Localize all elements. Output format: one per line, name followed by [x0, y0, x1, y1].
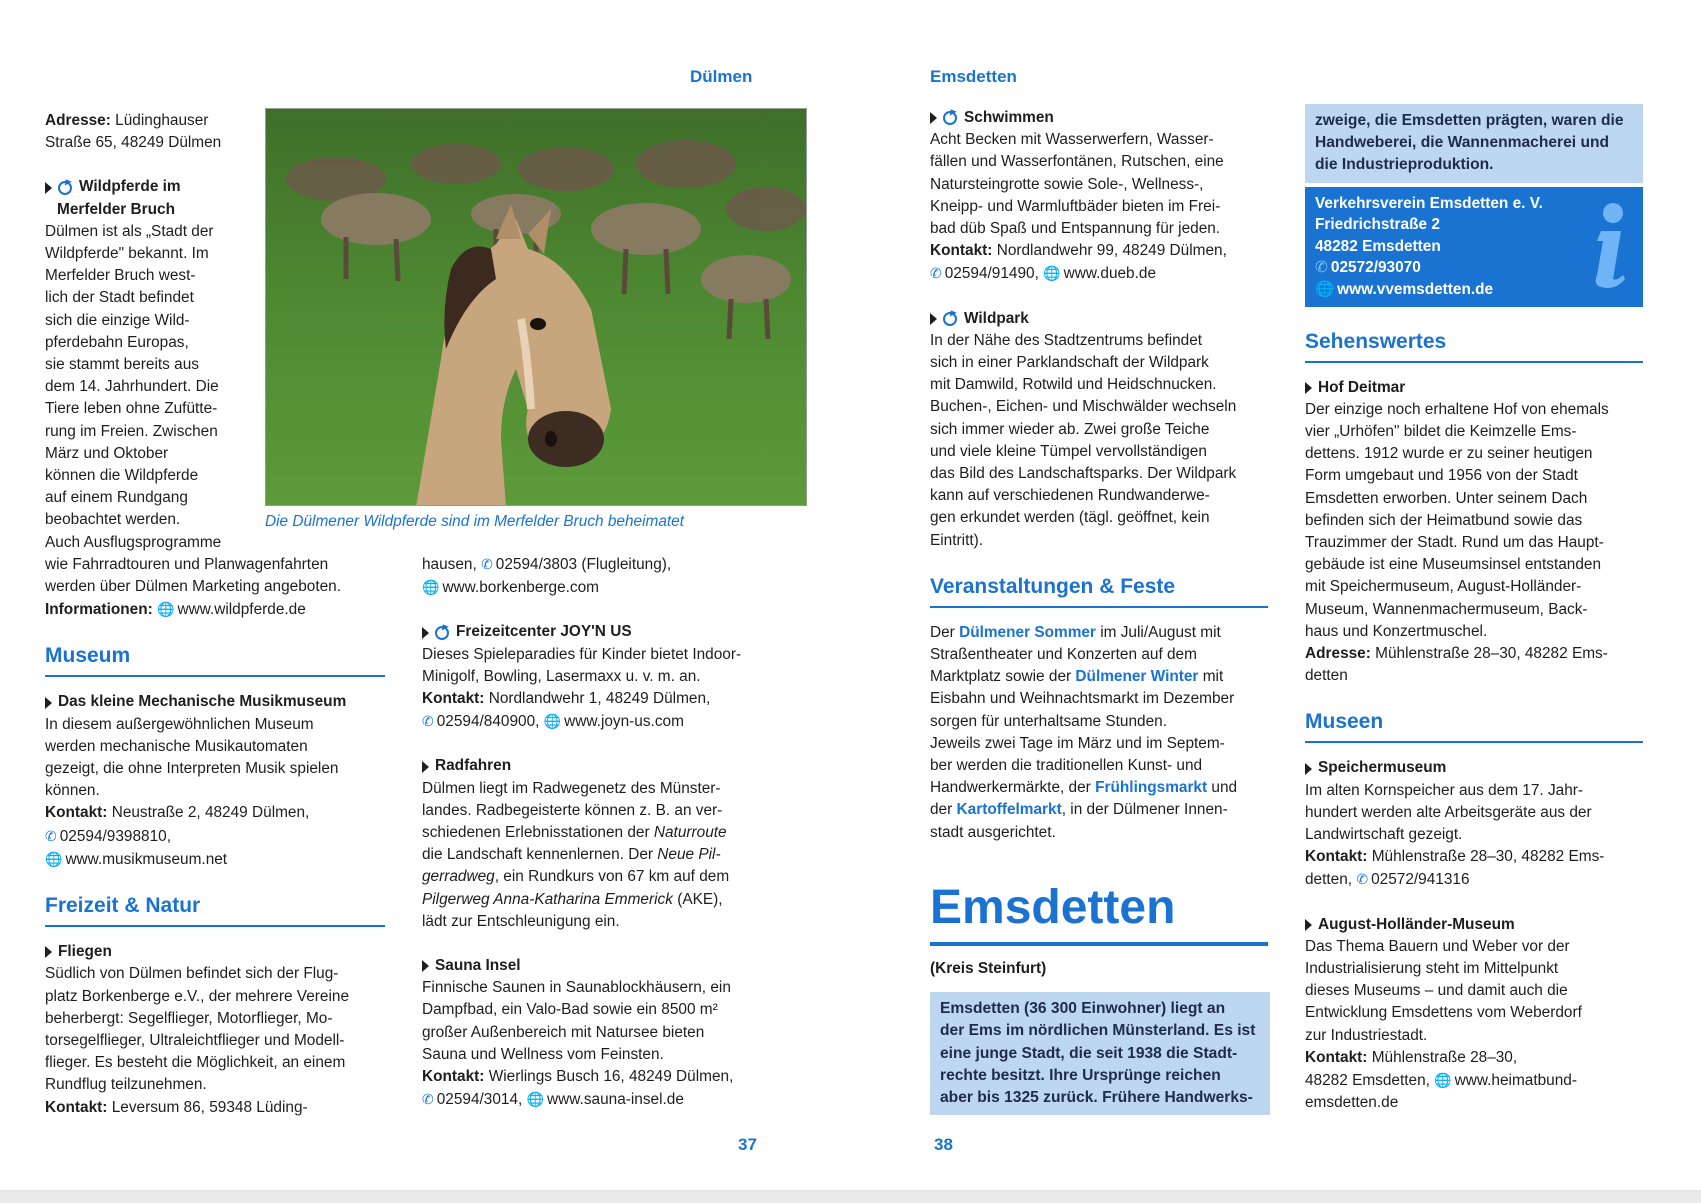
triangle-bullet-icon [1305, 382, 1312, 394]
body-line: auf einem Rundgang [45, 489, 188, 507]
body-line: lich der Stadt befindet [45, 289, 194, 307]
address-line-2: Straße 65, 48249 Dülmen [45, 134, 222, 152]
body-line: gebäude ist eine Museumsinsel entstanden [1305, 556, 1602, 574]
body-line: Entwicklung Emsdettens vom Weberdorf [1305, 1004, 1582, 1022]
body-line: Form umgebaut und 1956 von der Stadt [1305, 467, 1578, 485]
triangle-bullet-icon [422, 627, 429, 639]
body-line: wie Fahrradtouren und Planwagenfahrten [45, 555, 329, 573]
body-line: sie stammt bereits aus [45, 356, 199, 374]
body-line: Natursteingrotte sowie Sole-, Wellness-, [930, 175, 1204, 193]
body-line: werden über Dülmen Marketing angeboten. [45, 578, 342, 596]
fliegen-contact: Kontakt: Leversum 86, 59348 Lüding- [45, 1098, 308, 1116]
sauna-contact: Kontakt: Wierlings Busch 16, 48249 Dülmen, [422, 1068, 734, 1086]
page-number-left: 37 [738, 1135, 757, 1154]
body-line: Wildpferde" bekannt. Im [45, 245, 209, 263]
intro-line: die Industrieproduktion. [1315, 156, 1494, 174]
right-column-2 [1305, 104, 1643, 1115]
hollaender-url-cont[interactable]: emsdetten.de [1305, 1094, 1399, 1112]
phone-icon: ✆ [422, 1091, 434, 1108]
info-icon [1587, 201, 1627, 291]
triangle-bullet-icon [1305, 919, 1312, 931]
triangle-bullet-icon [422, 761, 429, 773]
intro-line: der Ems im nördlichen Münsterland. Es ist [940, 1022, 1256, 1040]
body-line: Emsdetten erworben. Unter seinem Dach [1305, 489, 1588, 507]
body-line: fällen und Wasserfontänen, Rutschen, eine [930, 153, 1224, 171]
body-line: Pilgerweg Anna-Katharina Emmerick (AKE), [422, 890, 723, 908]
museum-heading: Museum [45, 643, 385, 677]
wildpferde-title-2: Merfelder Bruch [57, 200, 176, 218]
speicher-phone: detten, ✆ 02572/941316 [1305, 871, 1470, 889]
freizeit-heading: Freizeit & Natur [45, 893, 385, 927]
hof-address: Adresse: Mühlenstraße 28–30, 48282 Ems- [1305, 645, 1608, 663]
page-bottom-shadow [0, 1190, 1701, 1203]
intro-line: Handweberei, die Wannenmacherei und [1315, 134, 1610, 152]
museum-url-line [45, 848, 345, 871]
museum-phone: ✆ 02594/9398810, [45, 827, 172, 845]
body-line: zur Industriestadt. [1305, 1026, 1428, 1044]
phone-icon: ✆ [1315, 259, 1328, 277]
globe-icon: 🌐 [526, 1091, 545, 1108]
hollaender-url[interactable]: www.heimatbund- [1454, 1072, 1577, 1090]
intro-line: aber bis 1325 zurück. Frühere Handwerks- [940, 1088, 1253, 1106]
globe-icon: 🌐 [1434, 1072, 1452, 1089]
body-line: sorgen für unterhaltsame Stunden. [930, 712, 1167, 730]
triangle-bullet-icon [45, 182, 52, 194]
body-line: vier „Urhöfen" bildet die Keimzelle Ems- [1305, 423, 1577, 441]
cycle-icon [58, 181, 72, 195]
speicher-contact: Kontakt: Mühlenstraße 28–30, 48282 Ems- [1305, 848, 1605, 866]
wildpferde-title: Wildpferde im [45, 176, 345, 198]
info-url-line [1315, 279, 1633, 301]
body-line: Dieses Spieleparadies für Kinder bietet Indoor- [422, 645, 742, 663]
body-line: mit Damwild, Rotwild und Heidschnucken. [930, 376, 1217, 394]
body-line: Dampfbad, ein Valo-Bad sowie ein 8500 m² [422, 1001, 718, 1019]
body-line: Das Thema Bauern und Weber vor der [1305, 937, 1570, 955]
body-line: Industrialisierung steht im Mittelpunkt [1305, 960, 1559, 978]
body-line: kann auf verschiedenen Rundwanderwe- [930, 487, 1210, 505]
wildpark-title: Wildpark [930, 308, 1275, 330]
intro-box-continued [1305, 104, 1643, 183]
info-phone: ✆ 02572/93070 [1315, 259, 1421, 277]
body-line: können die Wildpferde [45, 467, 199, 485]
triangle-bullet-icon [1305, 763, 1312, 775]
info-line: Friedrichstraße 2 [1315, 216, 1440, 234]
body-line: Tiere leben ohne Zufütte- [45, 400, 218, 418]
body-line: Der Dülmener Sommer im Juli/August mit [930, 623, 1221, 641]
wild-horse-photo [265, 108, 807, 506]
body-line: haus und Konzertmuschel. [1305, 622, 1488, 640]
museen-heading: Museen [1305, 709, 1643, 743]
body-line: werden mechanische Musikautomaten [45, 737, 308, 755]
fliegen-cont: hausen, ✆ 02594/3803 (Flugleitung), [422, 556, 672, 573]
body-line: rung im Freien. Zwischen [45, 422, 218, 440]
body-line: sich in einer Parklandschaft der Wildpark [930, 354, 1209, 372]
hollaender-url-line: 48282 Emsdetten, 🌐 www.heimatbund- [1305, 1072, 1577, 1090]
body-line: gezeigt, die ohne Interpreten Musik spielen [45, 760, 339, 778]
globe-icon: 🌐 [45, 850, 63, 867]
body-line: sich immer wieder ab. Zwei große Teiche [930, 420, 1210, 438]
body-line: flieger. Es besteht die Möglichkeit, an einem [45, 1054, 346, 1072]
body-line: Jeweils zwei Tage im März und im Septem- [930, 734, 1225, 752]
address-line-1: Adresse: Lüdinghauser [45, 112, 209, 129]
body-line: bad düb Spaß und Entspannung für jeden. [930, 220, 1221, 238]
body-line: lädt zur Entschleunigung ein. [422, 912, 620, 930]
intro-line: Emsdetten (36 300 Einwohner) liegt an [940, 1000, 1226, 1018]
fliegen-url[interactable]: www.borkenberge.com [442, 579, 599, 597]
intro-line: rechte besitzt. Ihre Ursprünge reichen [940, 1066, 1221, 1084]
body-line: Museum, Wannenmachermuseum, Back- [1305, 600, 1588, 618]
body-line: mit Speichermuseum, August-Holländer- [1305, 578, 1582, 596]
info-line: Verkehrsverein Emsdetten e. V. [1315, 194, 1543, 212]
body-line: gen erkundet werden (tägl. geöffnet, kein [930, 509, 1210, 527]
body-line: Im alten Kornspeicher aus dem 17. Jahr- [1305, 781, 1584, 799]
body-line: Dülmen ist als „Stadt der [45, 222, 214, 240]
schwimmen-phone-url: ✆ 02594/91490, 🌐 www.dueb.de [930, 265, 1157, 283]
museum-url[interactable]: www.musikmuseum.net [65, 850, 228, 868]
joy-contact: Kontakt: Nordlandwehr 1, 48249 Dülmen, [422, 690, 711, 708]
body-line: Finnische Saunen in Saunablockhäusern, ein [422, 979, 731, 997]
body-line: Eintritt). [930, 531, 984, 549]
sauna-title: Sauna Insel [422, 955, 767, 977]
title-rule [930, 942, 1268, 946]
body-line: ber werden die traditionellen Kunst- und [930, 757, 1203, 775]
body-line: gerradweg, ein Rundkurs von 67 km auf dem [422, 868, 730, 886]
sehenswertes-heading: Sehenswertes [1305, 329, 1643, 363]
body-line: großer Außenbereich mit Natursee bieten [422, 1023, 705, 1041]
horse-illustration [266, 109, 807, 506]
body-line: Südlich von Dülmen befindet sich der Flug- [45, 965, 339, 983]
body-line: beobachtet werden. [45, 511, 181, 529]
phone-icon: ✆ [1356, 871, 1369, 888]
body-line: Landwirtschaft gezeigt. [1305, 826, 1463, 844]
body-line: Rundflug teilzunehmen. [45, 1076, 207, 1094]
fliegen-url-line [422, 576, 767, 599]
joy-url[interactable]: www.joyn-us.com [564, 713, 684, 731]
museum-contact: Kontakt: Neustraße 2, 48249 Dülmen, [45, 804, 310, 822]
body-line: platz Borkenberge e.V., der mehrere Vereine [45, 987, 350, 1005]
schwimmen-title: Schwimmen [930, 107, 1275, 129]
left-column-2 [422, 553, 767, 1111]
triangle-bullet-icon [422, 960, 429, 972]
joy-phone-url: ✆ 02594/840900, 🌐 www.joyn-us.com [422, 713, 684, 731]
photo-caption: Die Dülmener Wildpferde sind im Merfelder Bruch beheimatet [265, 513, 685, 530]
globe-icon: 🌐 [1043, 265, 1061, 282]
body-line: die Landschaft kennenlernen. Der Neue Pil- [422, 846, 721, 864]
sauna-url[interactable]: www.sauna-insel.de [547, 1091, 684, 1109]
info-url[interactable]: www.vvemsdetten.de [1337, 280, 1494, 298]
body-line: dieses Museums – und damit auch die [1305, 982, 1568, 1000]
wildpferde-info: Informationen: 🌐 www.wildpferde.de [45, 601, 306, 619]
joy-title: Freizeitcenter JOY'N US [422, 621, 767, 643]
globe-icon: 🌐 [543, 713, 562, 730]
phone-icon: ✆ [930, 265, 942, 282]
globe-icon: 🌐 [422, 579, 440, 596]
body-line: Minigolf, Bowling, Lasermaxx u. v. m. an. [422, 667, 701, 685]
intro-line: eine junge Stadt, die seit 1938 die Stadt- [940, 1044, 1238, 1062]
body-line: der Kartoffelmarkt, in der Dülmener Innen- [930, 801, 1228, 819]
schwimmen-contact: Kontakt: Nordlandwehr 99, 48249 Dülmen, [930, 242, 1227, 260]
body-line: und viele kleine Tümpel vervollständigen [930, 442, 1207, 460]
cycle-icon [943, 111, 957, 125]
body-line: Der einzige noch erhaltene Hof von ehemals [1305, 400, 1609, 418]
cycle-icon [943, 312, 957, 326]
body-line: detten [1305, 667, 1348, 685]
museum-entry-title: Das kleine Mechanische Musikmuseum [45, 691, 345, 713]
tourist-info-box [1305, 187, 1643, 307]
body-line: Handwerkermärkte, der Frühlingsmarkt und [930, 779, 1238, 797]
body-line: stadt ausgerichtet. [930, 823, 1056, 841]
radfahren-title: Radfahren [422, 755, 767, 777]
body-line: dettens. 1912 wurde er zu seiner heutigen [1305, 445, 1593, 463]
running-head-right: Emsdetten [930, 67, 1017, 86]
body-line: landes. Radbegeisterte können z. B. an ver- [422, 801, 723, 819]
body-line: können. [45, 782, 100, 800]
body-line: Sauna und Wellness vom Feinsten. [422, 1045, 664, 1063]
intro-line: zweige, die Emsdetten prägten, waren die [1315, 112, 1624, 129]
body-line: befinden sich der Heimatbund sowie das [1305, 511, 1583, 529]
body-line: Straßentheater und Konzerten auf dem [930, 646, 1197, 664]
phone-icon: ✆ [45, 827, 57, 844]
phone-icon: ✆ [481, 556, 493, 572]
body-line: In diesem außergewöhnlichen Museum [45, 715, 314, 733]
body-line: Auch Ausflugsprogramme [45, 533, 222, 551]
triangle-bullet-icon [930, 313, 937, 325]
city-title: Emsdetten [930, 880, 1176, 934]
body-line: Marktplatz sowie der Dülmener Winter mit [930, 668, 1224, 686]
wildpferde-url[interactable]: www.wildpferde.de [177, 601, 306, 619]
city-subtitle: (Kreis Steinfurt) [930, 959, 1047, 977]
info-line: 48282 Emsdetten [1315, 237, 1441, 255]
hof-deitmar-title: Hof Deitmar [1305, 377, 1643, 399]
body-line: Trauzimmer der Stadt. Rund um das Haupt- [1305, 534, 1604, 552]
body-line: Kneipp- und Warmluftbäder bieten im Frei- [930, 197, 1221, 215]
cycle-icon [435, 626, 449, 640]
body-line: schiedenen Erlebnisstationen der Naturroute [422, 824, 727, 842]
triangle-bullet-icon [45, 697, 52, 709]
sauna-phone-url: ✆ 02594/3014, 🌐 www.sauna-insel.de [422, 1091, 684, 1109]
body-line: Acht Becken mit Wasserwerfern, Wasser- [930, 131, 1214, 149]
running-head-left: Dülmen [690, 67, 753, 86]
body-line: torsegelflieger, Ultraleichtflieger und Modell- [45, 1031, 345, 1049]
body-line: März und Oktober [45, 444, 169, 462]
hollaender-contact: Kontakt: Mühlenstraße 28–30, [1305, 1048, 1518, 1066]
page-number-right: 38 [934, 1135, 953, 1154]
fliegen-title: Fliegen [45, 941, 345, 963]
body-line: Dülmen liegt im Radwegenetz des Münster- [422, 779, 721, 797]
body-line: sich die einzige Wild- [45, 311, 190, 329]
body-line: dem 14. Jahrhundert. Die [45, 378, 219, 396]
phone-icon: ✆ [422, 713, 434, 730]
body-line: das Bild des Landschaftsparks. Der Wildpark [930, 465, 1237, 483]
body-line: pferdebahn Europas, [45, 333, 189, 351]
globe-icon: 🌐 [1315, 280, 1335, 298]
globe-icon: 🌐 [157, 601, 175, 618]
body-line: Eisbahn und Weihnachtsmarkt im Dezember [930, 690, 1235, 708]
right-column-1 [930, 107, 1275, 1115]
body-line: hundert werden alte Arbeitsgeräte aus der [1305, 803, 1592, 821]
schwimmen-url[interactable]: www.dueb.de [1063, 265, 1157, 283]
body-line: Merfelder Bruch west- [45, 267, 196, 285]
veranstaltungen-heading: Veranstaltungen & Feste [930, 574, 1268, 608]
triangle-bullet-icon [45, 946, 52, 958]
body-line: In der Nähe des Stadtzentrums befindet [930, 331, 1203, 349]
speicher-title: Speichermuseum [1305, 757, 1643, 779]
body-line: Buchen-, Eichen- und Mischwälder wechseln [930, 398, 1237, 416]
body-line: beherbergt: Segelflieger, Motorflieger, Mo- [45, 1009, 333, 1027]
hollaender-title: August-Holländer-Museum [1305, 914, 1643, 936]
triangle-bullet-icon [930, 112, 937, 124]
intro-box [930, 992, 1270, 1115]
